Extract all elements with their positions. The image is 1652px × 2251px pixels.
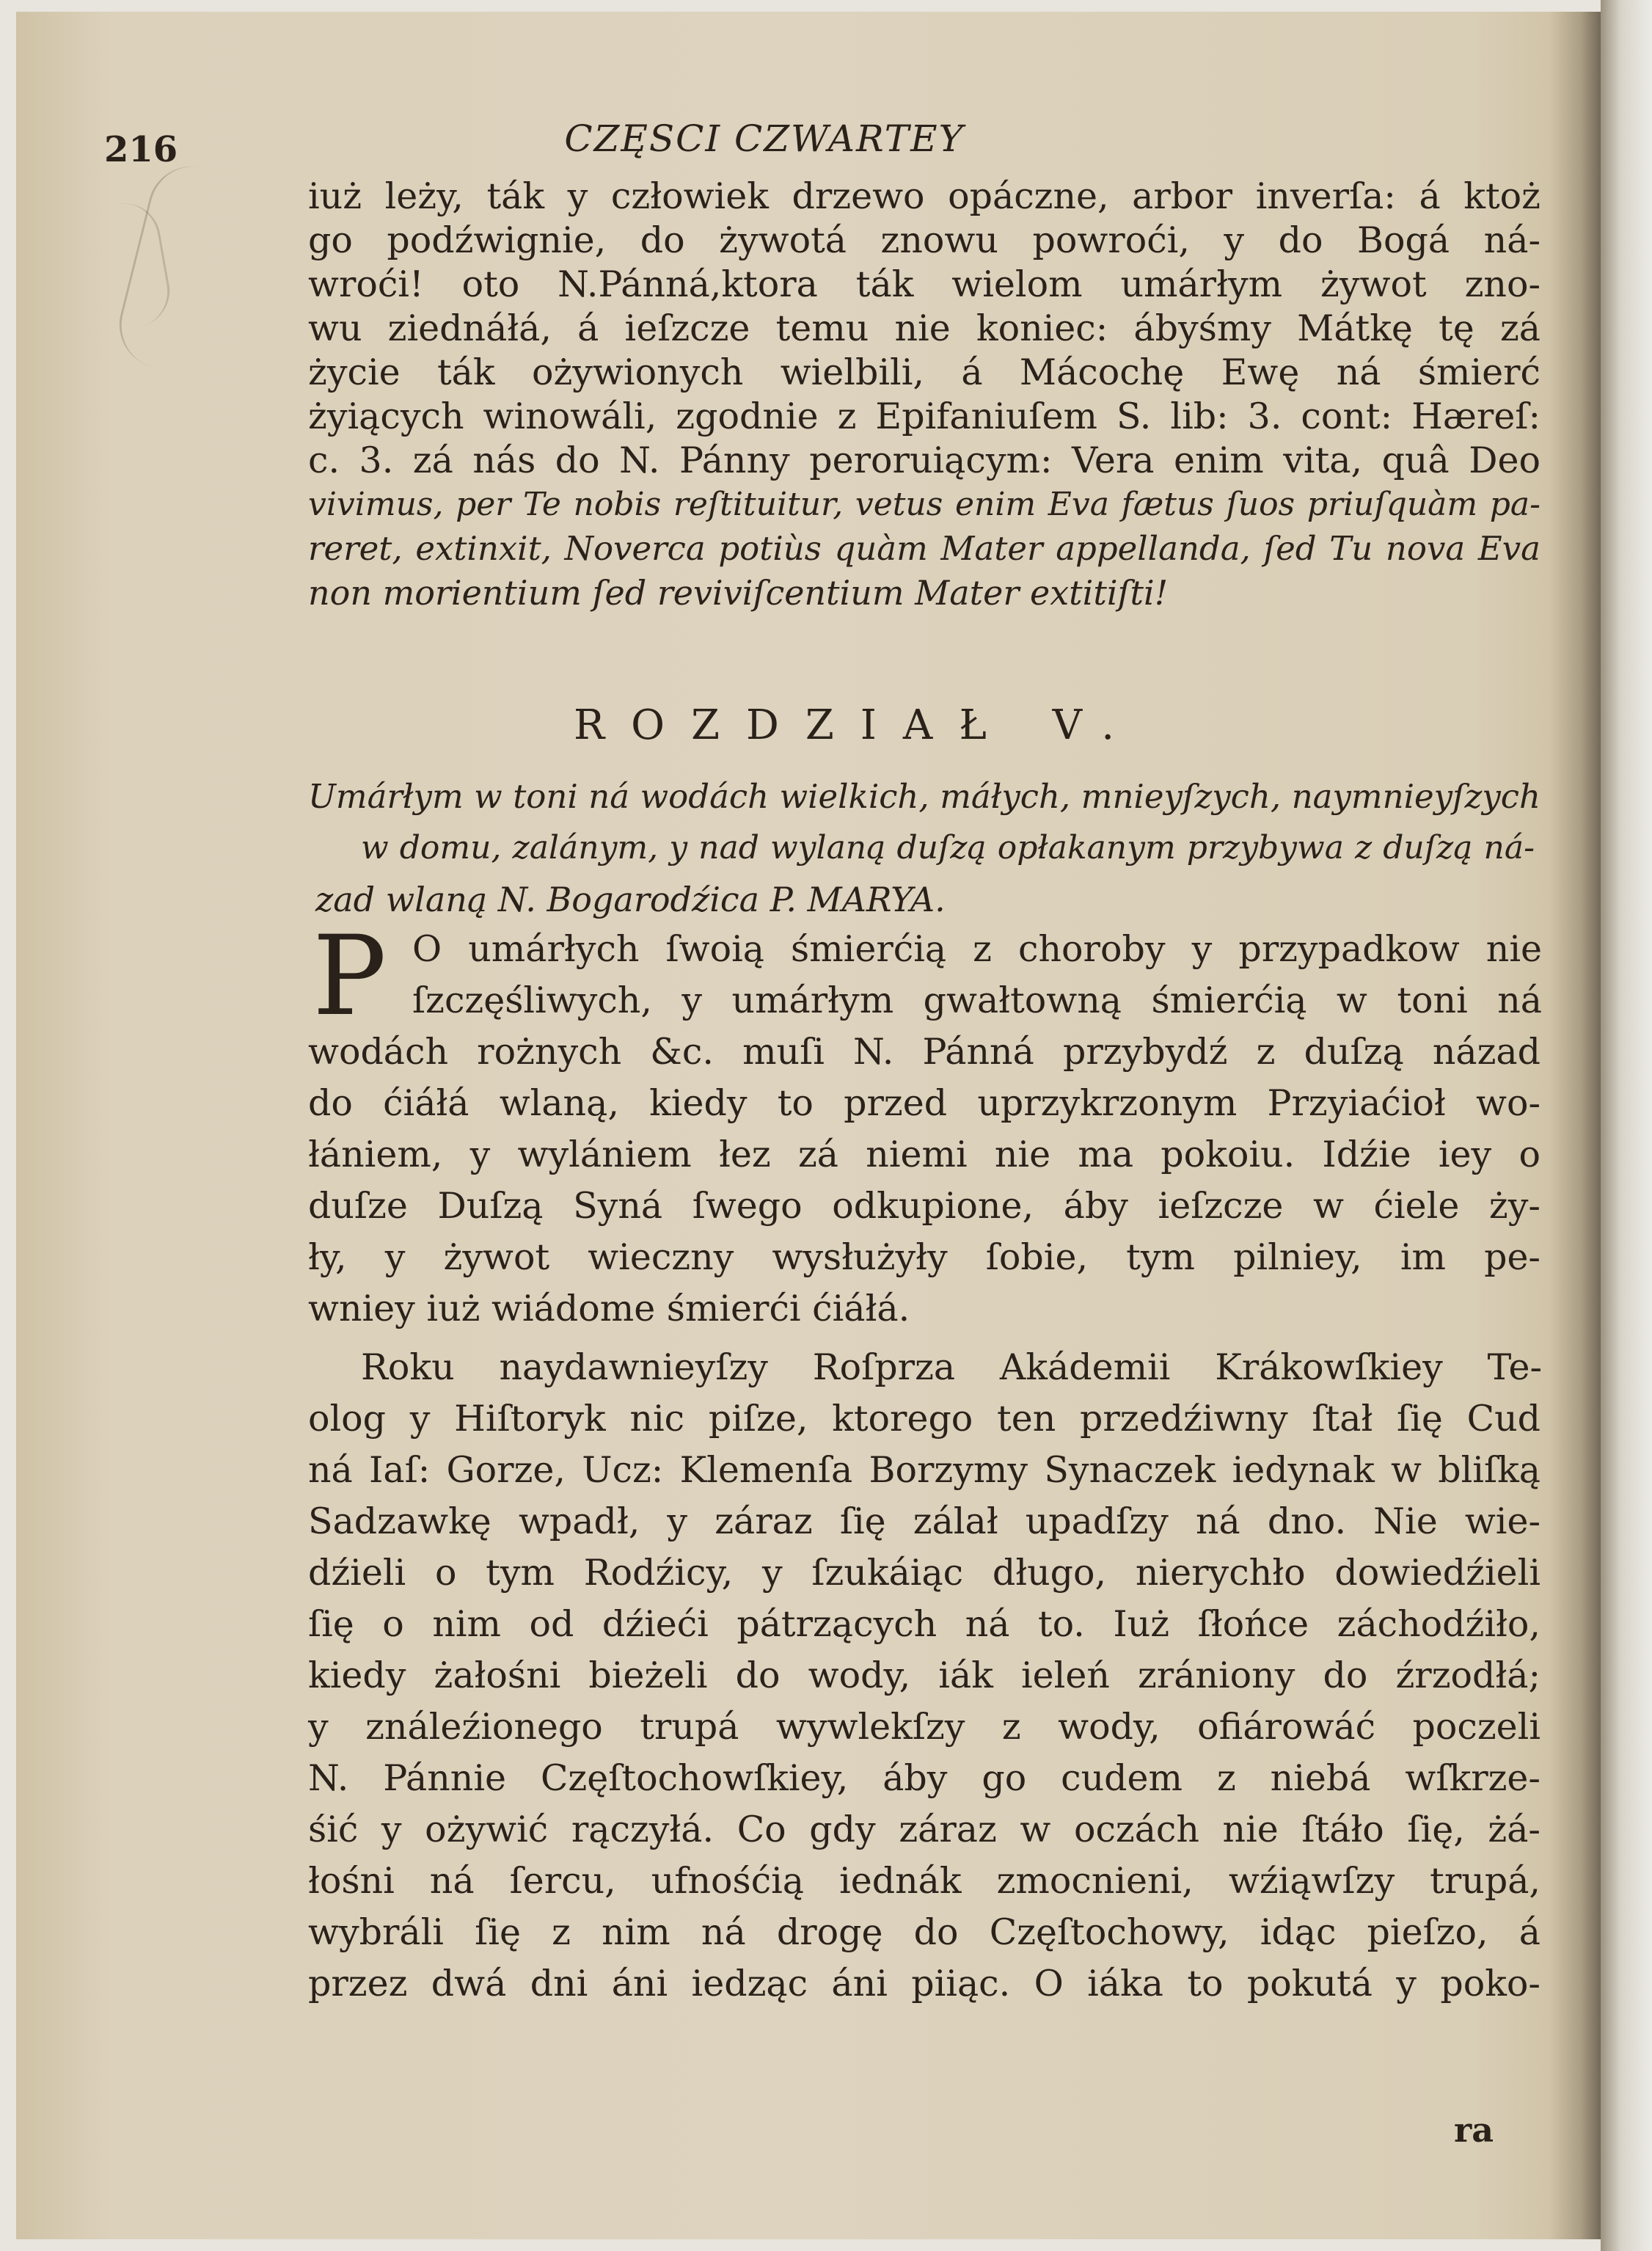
text-line: olog y Hiſtoryk nic piſze, ktorego ten przedźiwny ſtał ſię Cud	[308, 1398, 1540, 1440]
text-line: łániem, y wylániem łez zá niemi nie ma pokoiu. Idźie iey o	[308, 1134, 1540, 1175]
text-line: żyiących winowáli, zgodnie z Epifaniuſem S. lib: 3. cont: Hæreſ:	[308, 395, 1540, 437]
text-line: ſię o nim od dźieći pátrzących ná to. Iuż ſłońce záchodźiło,	[308, 1603, 1540, 1645]
text-line: do ćiáłá wlaną, kiedy to przed uprzykrzonym Przyiaćioł wo-	[308, 1082, 1540, 1124]
page-gutter-shadow	[1549, 12, 1601, 2239]
text-line: iuż leży, ták y człowiek drzewo opáczne, arbor inverſa: á ktoż	[308, 175, 1540, 217]
text-line: wniey iuż wiádome śmierći ćiáłá.	[308, 1288, 910, 1329]
summary-line: zad wlaną N. Bogarodźica P. MARYA.	[315, 880, 946, 919]
summary-line: Umárłym w toni ná wodách wielkich, máłych, mnieyſzych, naymnieyſzych	[308, 777, 1540, 816]
text-line: Roku naydawnieyſzy Roſprza Akádemii Krákowſkiey Te-	[361, 1346, 1542, 1388]
text-line: wu ziednáłá, á ieſzcze temu nie koniec: ábyśmy Mátkę tę zá	[308, 307, 1540, 349]
running-head: CZĘSCI CZWARTEY	[564, 117, 965, 160]
drop-capital: P	[313, 913, 387, 1040]
latin-line: non morientium ſed reviviſcentium Mater extitiſti!	[308, 573, 1169, 613]
text-line: y ználeźionego trupá wywlekſzy z wody, ofiárowáć poczeli	[308, 1706, 1540, 1748]
text-line: ná Iaſ: Gorze, Ucz: Klemenſa Borzymy Synaczek iedynak w bliſką	[308, 1449, 1540, 1491]
text-line: kiedy żałośni bieżeli do wody, iák ieleń zrániony do źrzodłá;	[308, 1654, 1540, 1696]
text-line: dźieli o tym Rodźicy, y ſzukáiąc długo, nierychło dowiedźieli	[308, 1552, 1540, 1594]
book-page	[16, 12, 1601, 2239]
text-line: przez dwá dni áni iedząc áni piiąc. O iáka to pokutá y poko-	[308, 1963, 1540, 2004]
text-line: ſzczęśliwych, y umárłym gwałtowną śmierćią w toni ná	[412, 979, 1542, 1021]
text-line: wodách rożnych &c. muſi N. Pánná przybydź z duſzą názad	[308, 1031, 1540, 1073]
latin-line: vivimus, per Te nobis reſtituitur, vetus enim Eva fætus ſuos priuſquàm pa-	[308, 486, 1540, 523]
chapter-heading: ROZDZIAŁ V.	[574, 701, 1141, 749]
text-line: O umárłych ſwoią śmierćią z choroby y przypadkow nie	[412, 928, 1542, 970]
text-line: go podźwignie, do żywotá znowu powroći, y do Bogá ná-	[308, 219, 1540, 261]
catchword: ra	[1454, 2110, 1494, 2150]
latin-line: reret, extinxit, Noverca potiùs quàm Mater appellanda, ſed Tu nova Eva	[308, 529, 1540, 568]
text-line: łośni ná ſercu, ufnośćią iednák zmocnieni, wźiąwſzy trupá,	[308, 1860, 1540, 1902]
text-line: wroći! oto N.Pánná,ktora ták wielom umárłym żywot zno-	[308, 263, 1540, 305]
summary-line: w domu, zalánym, y nad wylaną duſzą opłakanym przybywa z duſzą ná-	[361, 829, 1535, 867]
text-line: ły, y żywot wieczny wysłużyły ſobie, tym pilniey, im pe-	[308, 1236, 1540, 1278]
text-line: śić y ożywić rączyłá. Co gdy záraz w oczách nie ſtáło ſię, żá-	[308, 1809, 1540, 1850]
text-line: życie ták ożywionych wielbili, á Mácochę Ewę ná śmierć	[308, 351, 1540, 393]
page-number: 216	[104, 129, 178, 170]
text-line: duſze Duſzą Syná ſwego odkupione, áby ieſzcze w ćiele ży-	[308, 1185, 1540, 1227]
next-page-edge	[1601, 0, 1652, 2251]
text-line: wybráli ſię z nim ná drogę do Częſtochowy, idąc pieſzo, á	[308, 1911, 1540, 1953]
text-line: Sadzawkę wpadł, y záraz ſię zálał upadſzy ná dno. Nie wie-	[308, 1500, 1540, 1542]
text-line: c. 3. zá nás do N. Pánny peroruiącym: Vera enim vita, quâ Deo	[308, 439, 1540, 481]
text-line: N. Pánnie Częſtochowſkiey, áby go cudem z niebá wſkrze-	[308, 1757, 1540, 1799]
